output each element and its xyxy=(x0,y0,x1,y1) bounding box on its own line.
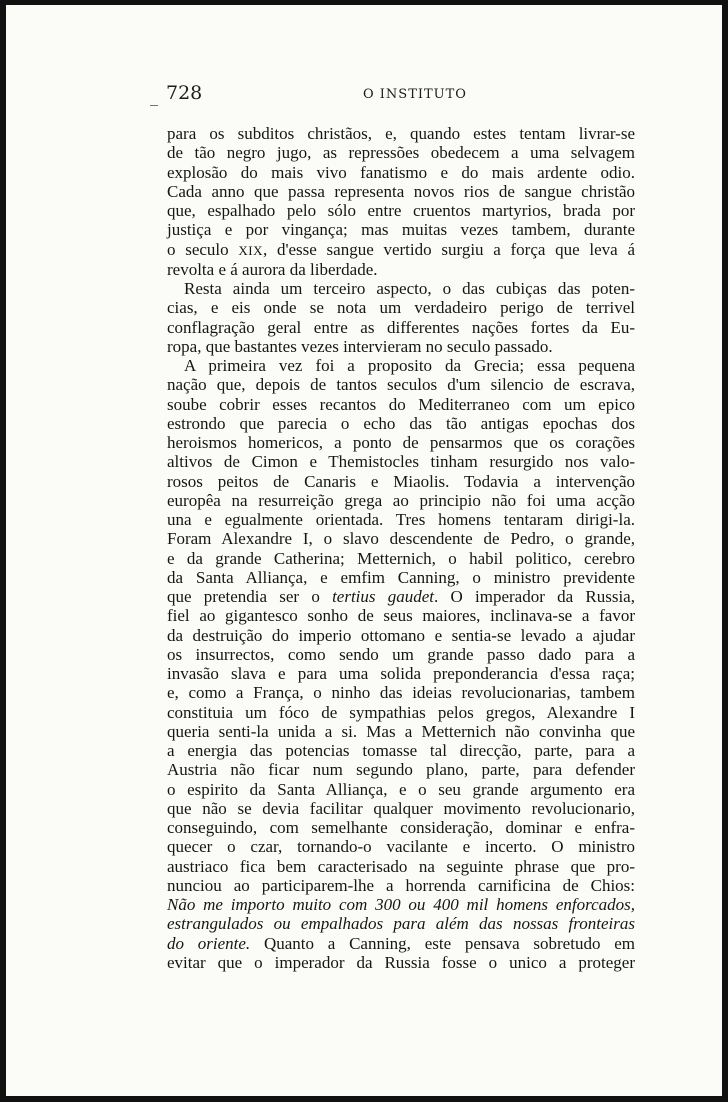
paragraph-2 xyxy=(167,279,635,356)
text-line: soube cobrir esses recantos do Mediterraneo com um epico xyxy=(167,394,635,414)
paragraph-1 xyxy=(167,124,635,279)
text-line: para os subditos christãos, e, quando estes tentam livrar-se xyxy=(167,124,635,143)
text-line: una e egualmente orientada. Tres homens tentaram dirigi-la. xyxy=(167,510,635,529)
text-line: conseguindo, com semelhante consideração, dominar e enfra- xyxy=(167,818,635,837)
text-line: explosão do mais vivo fanatismo e do mais ardente odio. xyxy=(167,162,635,182)
text-line: e da grande Catherina; Metternich, o habil politico, cerebro xyxy=(167,548,635,568)
text-line: Não me importo muito com 300 ou 400 mil homens enforcados, xyxy=(167,895,635,914)
text-line: nunciou ao participarem-lhe a horrenda carnificina de Chios: xyxy=(167,875,635,895)
text-line: queria senti-la unida a si. Mas a Metternich não convinha que xyxy=(167,721,635,741)
text-line: do oriente. Quanto a Canning, este pensava sobretudo em xyxy=(167,933,635,953)
text-line: Cada anno que passa representa novos rios de sangue christão xyxy=(167,181,635,201)
text-line: evitar que o imperador da Russia fosse o unico a proteger xyxy=(167,952,635,972)
text-line: o seculo XIX, d'esse sangue vertido surgiu a força que leva á xyxy=(167,239,635,259)
text-line: revolta e á aurora da liberdade. xyxy=(167,259,378,279)
book-page xyxy=(6,5,722,1096)
text-line: que, espalhado pelo sólo entre cruentos martyrios, brada por xyxy=(167,201,635,220)
text-line: fiel ao gigantesco sonho de seus maiores, inclinava-se a favor xyxy=(167,606,635,626)
text-line: Foram Alexandre I, o slavo descendente de Pedro, o grande, xyxy=(167,529,635,549)
text-line: europêa na resurreição grega ao principio não foi uma acção xyxy=(167,490,635,510)
text-line: da destruição do imperio ottomano e sentia-se levado a ajudar xyxy=(167,625,635,645)
text-line: constituia um fóco de sympathias pelos gregos, Alexandre I xyxy=(167,702,635,722)
page-number: 728 xyxy=(166,82,203,104)
text-line: que não se devia facilitar qualquer movimento revolucionario, xyxy=(167,798,635,818)
text-line: heroismos homericos, a ponto de pensarmos que os corações xyxy=(167,433,635,452)
text-line: justiça e por vingança; mas muitas vezes tambem, durante xyxy=(167,220,635,240)
text-line: austriaco fica bem caracterisado na seguinte phrase que pro- xyxy=(167,856,635,876)
text-line: estrondo que parecia o echo das tão antigas epochas dos xyxy=(167,413,635,433)
text-line: Austria não ficar num segundo plano, parte, para defender xyxy=(167,760,635,780)
text-line: os insurrectos, como sendo um grande passo dado para a xyxy=(167,644,635,664)
text-line: que pretendia ser o tertius gaudet. O imperador da Russia, xyxy=(167,587,635,606)
text-line: ropa, que bastantes vezes intervieram no seculo passado. xyxy=(167,336,553,356)
header-dash: _ xyxy=(150,87,158,106)
text-line: a energia das potencias tomasse tal direcção, parte, para a xyxy=(167,741,635,760)
text-line: invasão slava e para uma solida preponderancia d'essa raça; xyxy=(167,664,635,683)
text-line: da Santa Alliança, e emfim Canning, o ministro previdente xyxy=(167,567,635,587)
text-line: de tão negro jugo, as repressões obedecem a uma selvagem xyxy=(167,143,635,163)
paragraph-3 xyxy=(167,356,635,972)
text-line: cias, e eis onde se nota um verdadeiro perigo de terrivel xyxy=(167,298,635,318)
text-line: estrangulados ou empalhados para além das nossas fronteiras xyxy=(167,914,635,934)
text-line: nação que, depois de tantos seculos d'um silencio de escrava, xyxy=(167,375,635,395)
text-line: e, como a França, o ninho das ideias revolucionarias, tambem xyxy=(167,683,635,703)
text-line: rosos peitos de Canaris e Miaolis. Todavia a intervenção xyxy=(167,471,635,491)
body-text xyxy=(167,124,635,972)
text-line: o espirito da Santa Alliança, e o seu grande argumento era xyxy=(167,779,635,799)
text-line: altivos de Cimon e Themistocles tinham resurgido nos valo- xyxy=(167,452,635,472)
running-title: O INSTITUTO xyxy=(363,87,467,102)
text-line: quecer o czar, tornando-o vacilante e incerto. O ministro xyxy=(167,837,635,857)
text-line: Resta ainda um terceiro aspecto, o das cubiças das poten- xyxy=(184,279,635,298)
page-header xyxy=(150,79,628,106)
text-line: A primeira vez foi a proposito da Grecia; essa pequena xyxy=(184,356,635,375)
text-line: conflagração geral entre as differentes nações fortes da Eu- xyxy=(167,317,635,337)
